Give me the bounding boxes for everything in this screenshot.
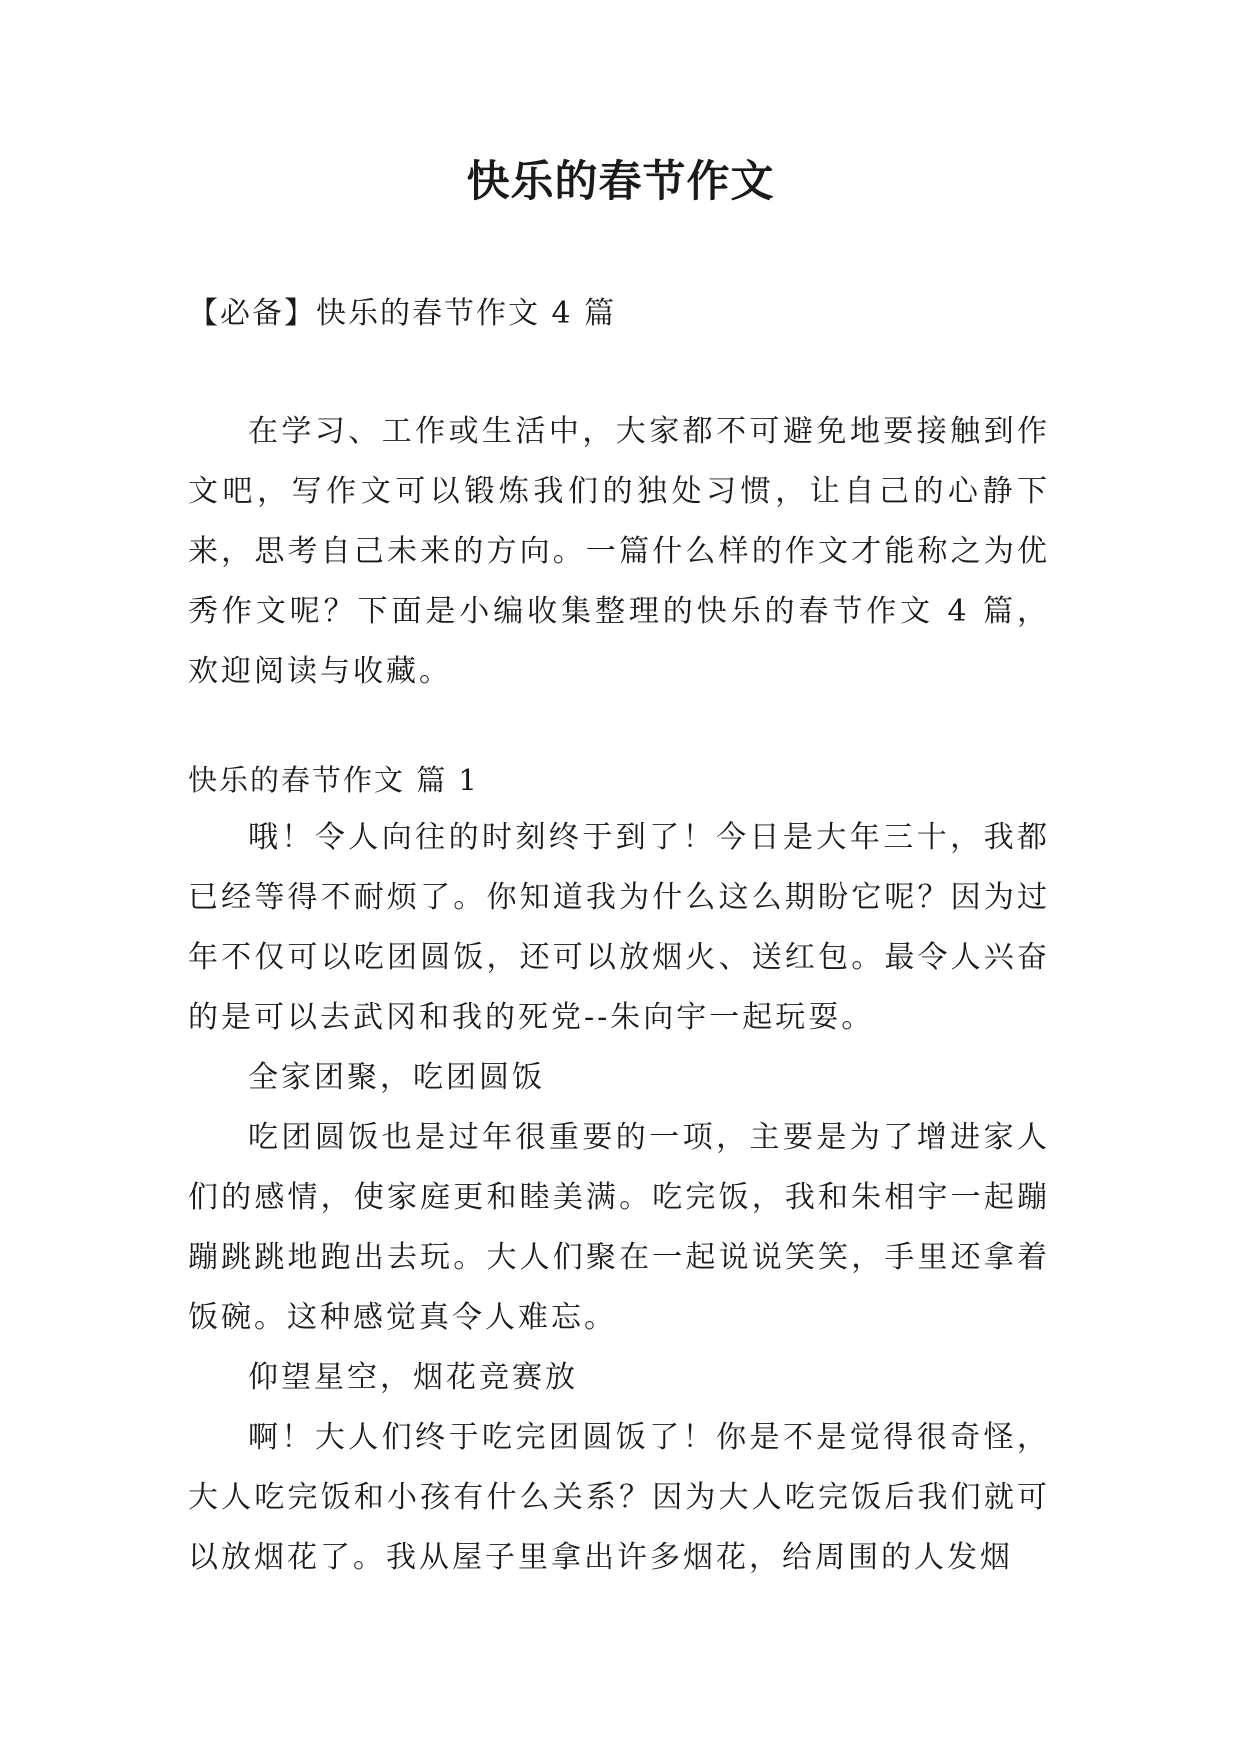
body-paragraph: 哦！令人向往的时刻终于到了！今日是大年三十，我都已经等得不耐烦了。你知道我为什么这么期盼它呢？因为过年不仅可以吃团圆饭，还可以放烟火、送红包。最令人兴奋的是可以去武冈和我的死党--朱向宇一起玩耍。 bbox=[188, 820, 1050, 1035]
section-heading: 快乐的春节作文 篇 1 bbox=[188, 763, 479, 797]
body-subheading: 仰望星空，烟花竞赛放 bbox=[248, 1360, 578, 1395]
section-body bbox=[188, 808, 1050, 1588]
body-paragraph: 啊！大人们终于吃完团圆饭了！你是不是觉得很奇怪，大人吃完饭和小孩有什么关系？因为大人吃完饭后我们就可以放烟花了。我从屋子里拿出许多烟花，给周围的人发烟 bbox=[188, 1420, 1050, 1575]
intro-paragraph: 在学习、工作或生活中，大家都不可避免地要接触到作文吧，写作文可以锻炼我们的独处习惯，让自己的心静下来，思考自己未来的方向。一篇什么样的作文才能称之为优秀作文呢？下面是小编收集整理的快乐的春节作文 4 篇，欢迎阅读与收藏。 bbox=[188, 414, 1050, 689]
document-subtitle: 【必备】快乐的春节作文 4 篇 bbox=[188, 296, 617, 331]
document-title: 快乐的春节作文 bbox=[466, 157, 775, 207]
body-paragraph: 吃团圆饭也是过年很重要的一项，主要是为了增进家人们的感情，使家庭更和睦美满。吃完饭，我和朱相宇一起蹦蹦跳跳地跑出去玩。大人们聚在一起说说笑笑，手里还拿着饭碗。这种感觉真令人难忘。 bbox=[188, 1120, 1050, 1335]
body-subheading: 全家团聚，吃团圆饭 bbox=[248, 1060, 545, 1095]
